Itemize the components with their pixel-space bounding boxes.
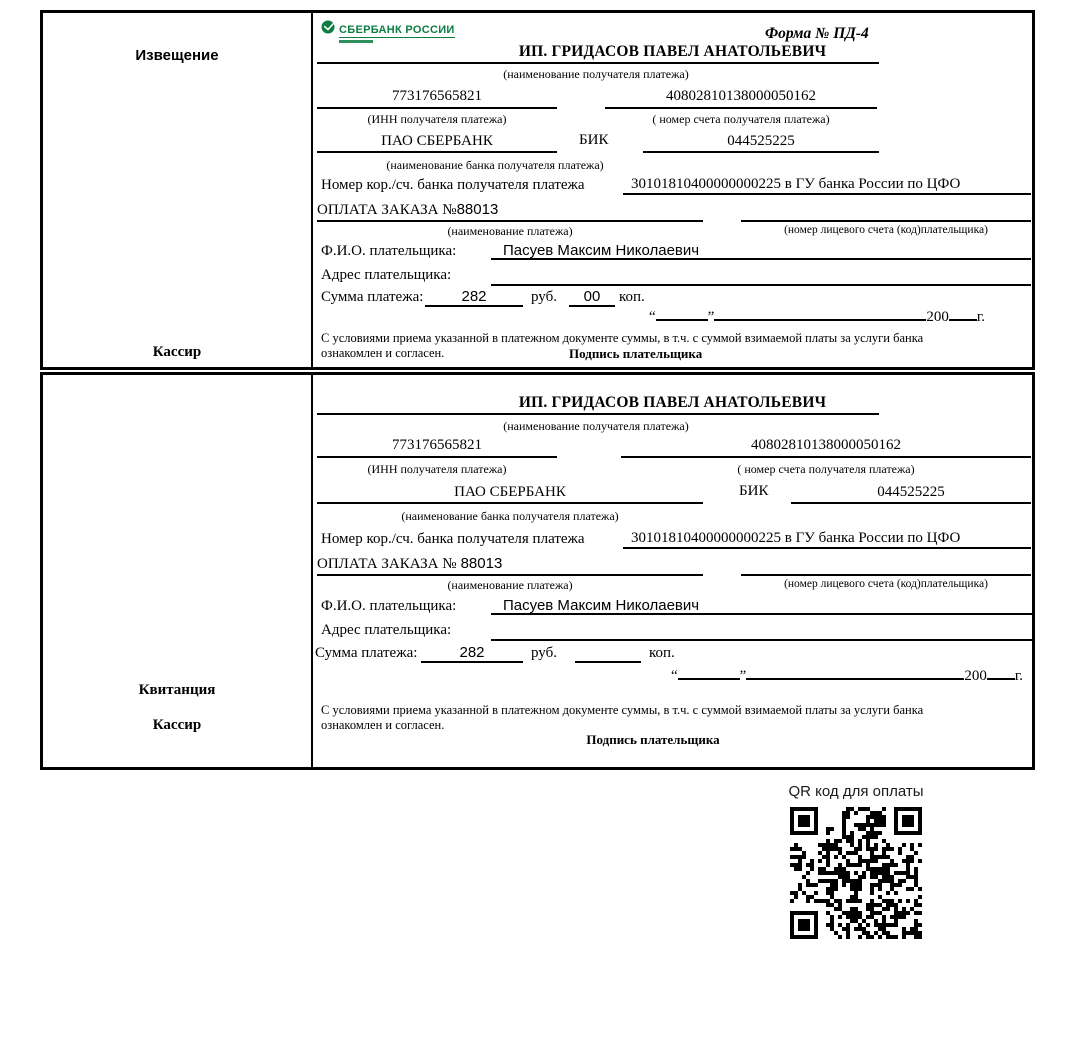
account-caption: ( номер счета получателя платежа)	[652, 112, 830, 126]
date-quote-close: ”	[707, 309, 715, 325]
payment-name-field	[317, 555, 703, 576]
payment-name-label: ОПЛАТА ЗАКАЗА №	[317, 202, 457, 218]
personal-account-caption: (номер лицевого счета (код)плательщика)	[784, 578, 988, 590]
receipt-slip	[40, 372, 1035, 770]
recipient-line	[317, 400, 879, 415]
corr-account-label: Номер кор./сч. банка получателя платежа	[321, 531, 585, 547]
bik-label: БИК	[739, 483, 769, 499]
amount-label: Сумма платежа:	[315, 645, 418, 661]
terms-line2: ознакомлен и согласен.	[321, 346, 445, 360]
date-month-field	[714, 305, 926, 321]
kop-label: коп.	[619, 289, 645, 305]
amount-rub-value: 282	[425, 288, 523, 307]
terms-line1: С условиями приема указанной в платежном документе суммы, в т.ч. с суммой взимаемой платы за услуги банка	[321, 331, 924, 345]
recipient-caption: (наименование получателя платежа)	[503, 419, 689, 433]
date-year-suffix: г.	[1014, 668, 1024, 684]
receipt-title: Квитанция	[138, 682, 216, 698]
bank-name-value: ПАО СБЕРБАНК	[317, 133, 557, 153]
sberbank-logo	[321, 20, 455, 43]
date-year-field	[949, 305, 977, 321]
date-day-field	[678, 664, 740, 680]
notice-slip	[40, 10, 1035, 370]
payer-name-value: Пасуев Максим Николаевич	[491, 242, 1031, 260]
recipient-name: ИП. ГРИДАСОВ ПАВЕЛ АНАТОЛЬЕВИЧ	[518, 394, 827, 411]
corr-account-value: 30101810400000000225 в ГУ банка России по ЦФО	[623, 530, 1031, 549]
inn-caption: (ИНН получателя платежа)	[367, 462, 507, 476]
form-number-label: Форма № ПД-4	[765, 25, 869, 42]
bik-value: 044525225	[791, 484, 1031, 504]
corr-account-value: 30101810400000000225 в ГУ банка России по ЦФО	[623, 176, 1031, 195]
sberbank-logo-text: СБЕРБАНК РОССИИ	[339, 24, 455, 36]
amount-kop-value	[575, 644, 641, 663]
date-quote-open: “	[671, 668, 678, 684]
receipt-left-column	[43, 375, 313, 767]
receipt-body	[313, 375, 1032, 767]
notice-body	[313, 13, 1032, 367]
rub-label: руб.	[531, 645, 557, 661]
order-number: 88013	[456, 201, 499, 218]
payment-name-field	[317, 201, 703, 222]
payer-address-label: Адрес плательщика:	[321, 267, 452, 283]
account-caption: ( номер счета получателя платежа)	[737, 462, 915, 476]
amount-kop-value: 00	[569, 288, 615, 307]
payment-name-caption: (наименование платежа)	[447, 224, 573, 238]
amount-rub-value: 282	[421, 644, 523, 663]
recipient-caption: (наименование получателя платежа)	[503, 67, 689, 81]
order-number: 88013	[460, 555, 503, 572]
payer-address-label: Адрес плательщика:	[321, 622, 452, 638]
amount-label: Сумма платежа:	[321, 289, 424, 305]
qr-caption: QR код для оплаты	[788, 783, 924, 800]
date-year-prefix: 200	[926, 309, 949, 325]
recipient-name: ИП. ГРИДАСОВ ПАВЕЛ АНАТОЛЬЕВИЧ	[518, 43, 827, 60]
payment-name-caption: (наименование платежа)	[447, 578, 573, 592]
sberbank-logo-icon	[321, 20, 335, 34]
bik-value: 044525225	[643, 133, 879, 153]
payment-name-label: ОПЛАТА ЗАКАЗА №	[317, 556, 457, 572]
inn-caption: (ИНН получателя платежа)	[367, 112, 507, 126]
bank-name-value: ПАО СБЕРБАНК	[317, 484, 703, 504]
date-day-field	[656, 305, 708, 321]
bank-name-caption: (наименование банка получателя платежа)	[386, 158, 604, 172]
notice-cashier-label: Кассир	[152, 344, 202, 360]
date-year-prefix: 200	[964, 668, 987, 684]
bik-label: БИК	[579, 132, 609, 148]
account-value: 40802810138000050162	[621, 437, 1031, 458]
date-month-field	[746, 664, 964, 680]
date-row	[671, 664, 1023, 685]
qr-code	[790, 807, 922, 939]
date-year-suffix: г.	[976, 309, 986, 325]
terms-line2-row	[321, 346, 1001, 361]
personal-account-caption: (номер лицевого счета (код)плательщика)	[784, 224, 988, 236]
payer-name-label: Ф.И.О. плательщика:	[321, 243, 457, 259]
account-value: 40802810138000050162	[605, 88, 877, 109]
date-row	[649, 305, 985, 326]
personal-account-field	[741, 201, 1031, 222]
terms-line1: С условиями приема указанной в платежном документе суммы, в т.ч. с суммой взимаемой платы за услуги банка	[321, 703, 924, 717]
notice-title: Извещение	[135, 47, 219, 64]
receipt-cashier-label: Кассир	[152, 717, 202, 733]
notice-left-column	[43, 13, 313, 367]
date-quote-open: “	[649, 309, 656, 325]
qr-block	[770, 783, 942, 944]
inn-value: 773176565821	[317, 437, 557, 458]
payer-address-field	[491, 621, 1035, 641]
personal-account-field	[741, 555, 1031, 576]
date-quote-close: ”	[739, 668, 747, 684]
bank-name-caption: (наименование банка получателя платежа)	[401, 509, 619, 523]
payer-name-value: Пасуев Максим Николаевич	[491, 597, 1035, 615]
payer-name-label: Ф.И.О. плательщика:	[321, 598, 457, 614]
corr-account-label: Номер кор./сч. банка получателя платежа	[321, 177, 585, 193]
kop-label: коп.	[649, 645, 675, 661]
payer-address-field	[491, 266, 1031, 286]
rub-label: руб.	[531, 289, 557, 305]
signature-label: Подпись плательщика	[569, 346, 703, 361]
signature-label: Подпись плательщика	[586, 732, 720, 747]
recipient-line	[317, 49, 879, 64]
date-year-field	[987, 664, 1015, 680]
inn-value: 773176565821	[317, 88, 557, 109]
terms-line2: ознакомлен и согласен.	[321, 718, 445, 732]
